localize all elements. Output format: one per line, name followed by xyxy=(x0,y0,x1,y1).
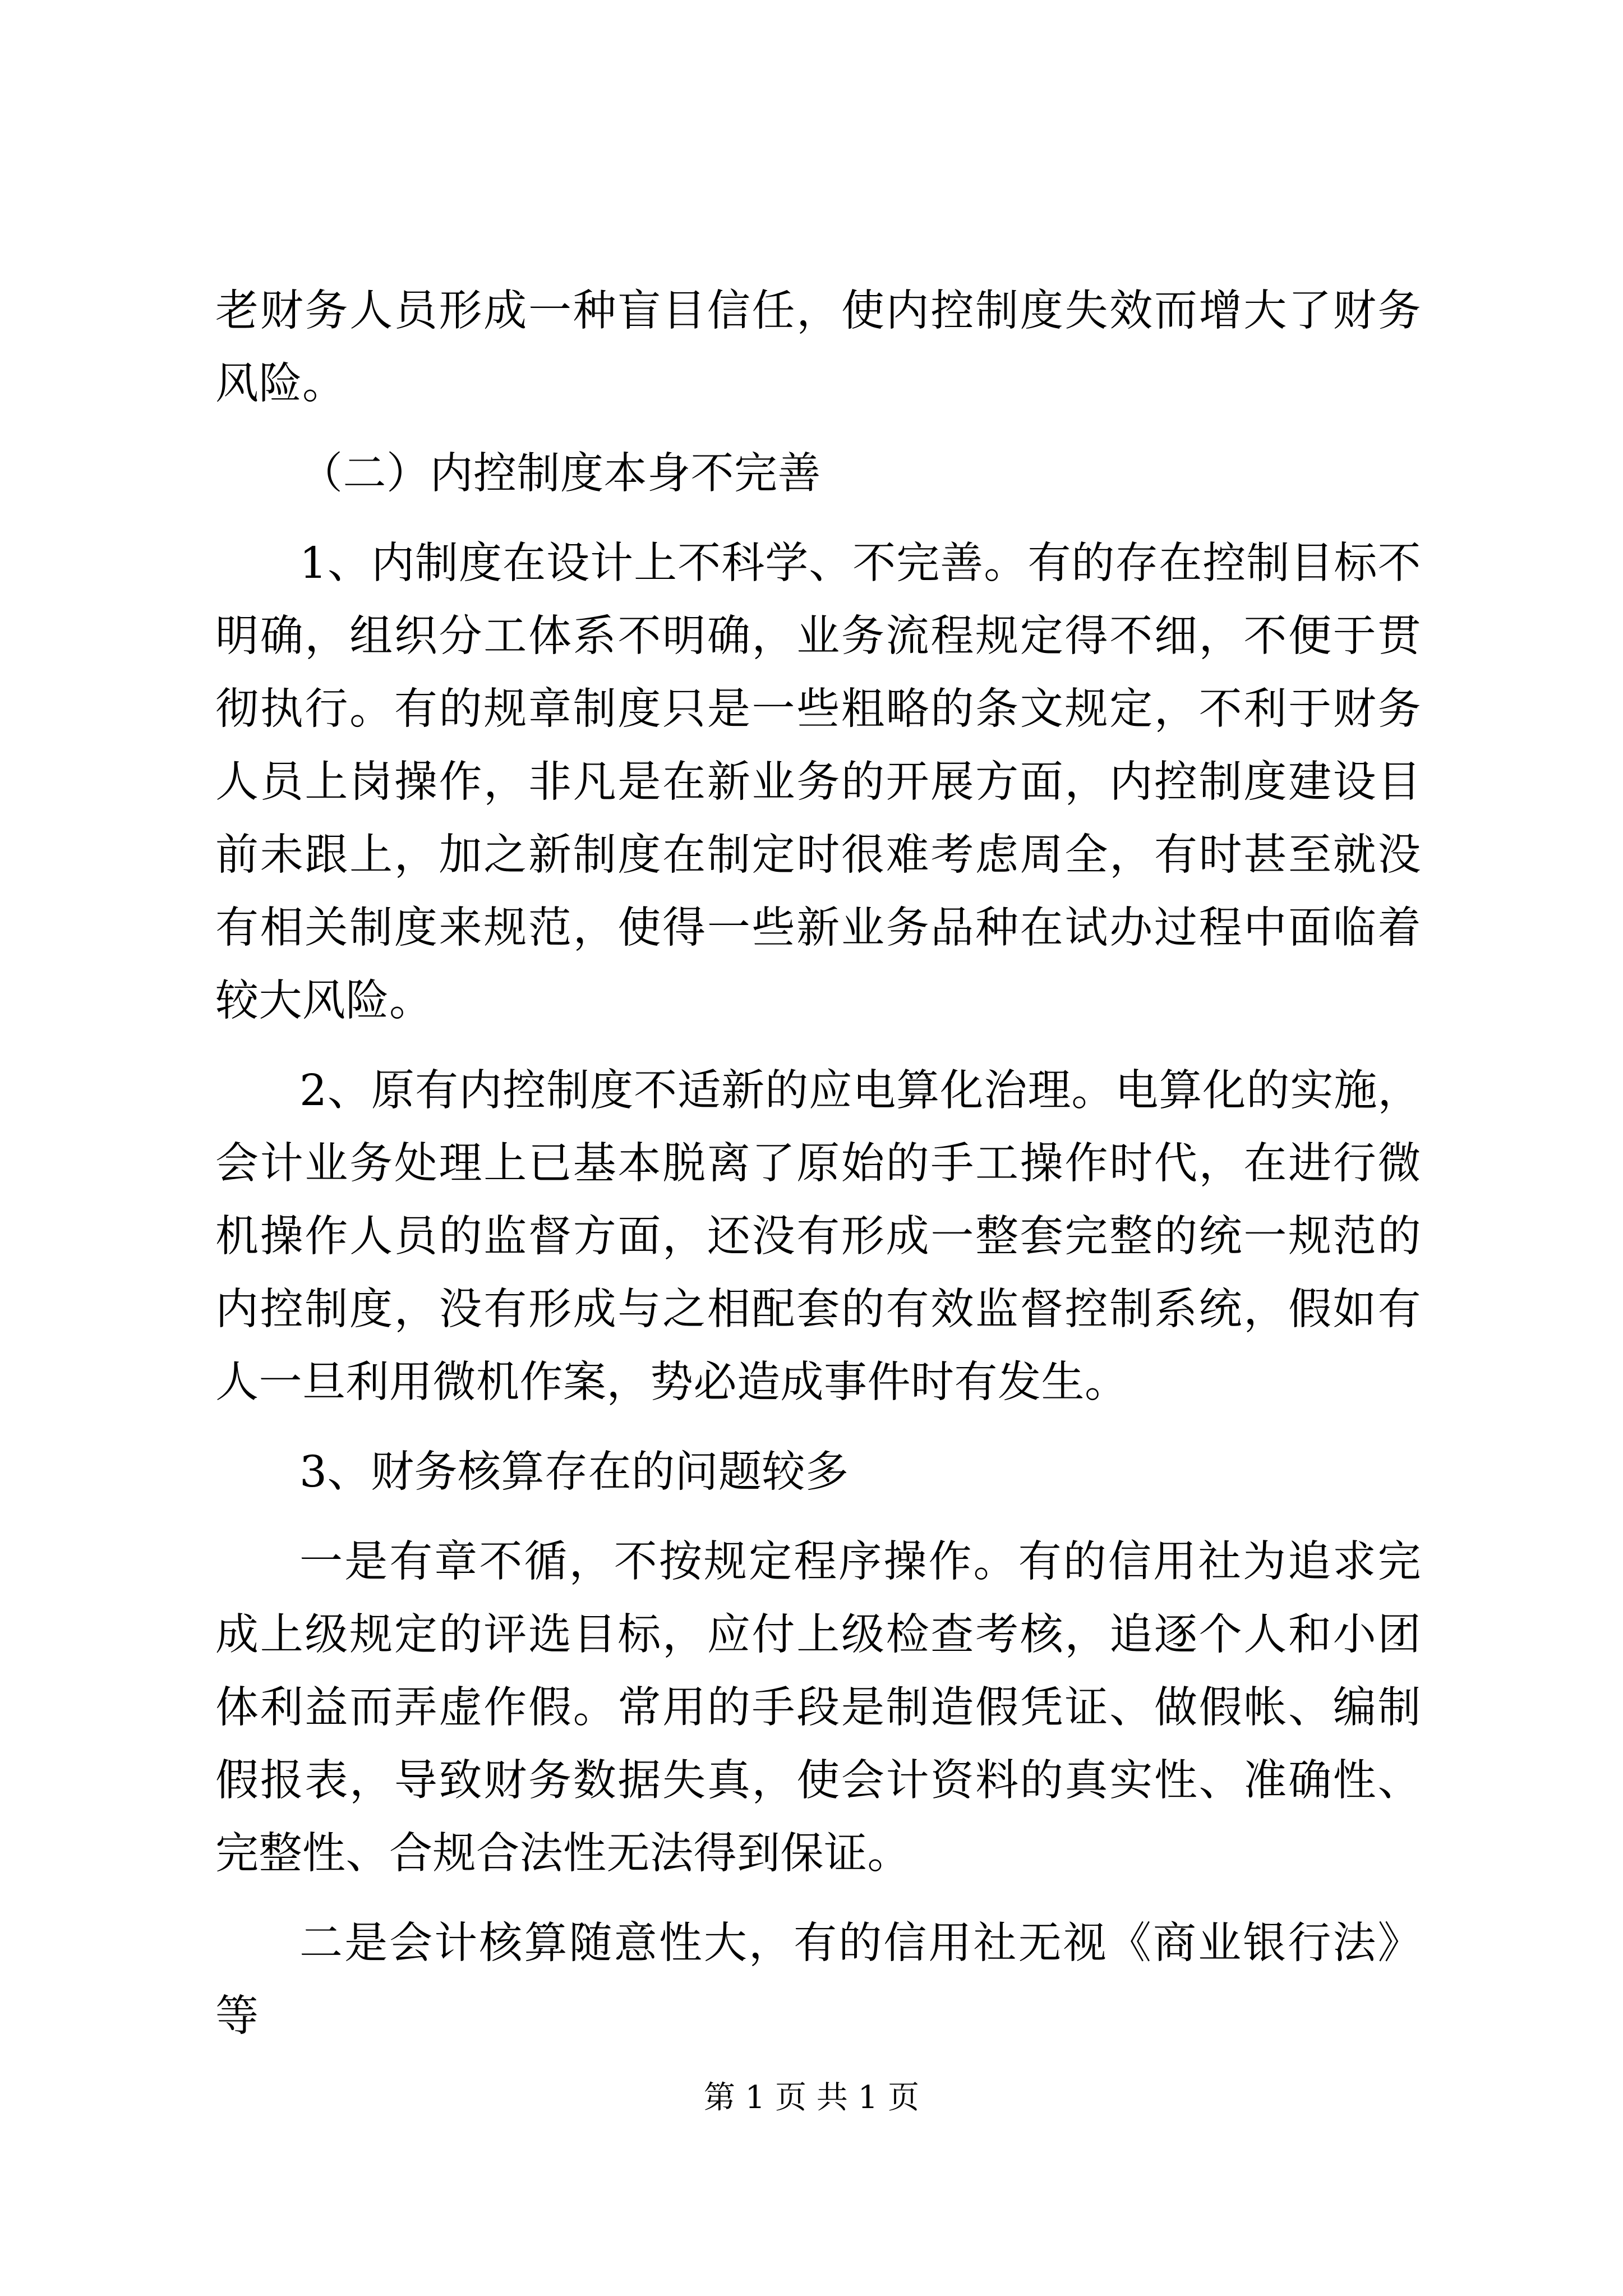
paragraph-point-1: 1、内制度在设计上不科学、不完善。有的存在控制目标不明确，组织分工体系不明确，业务流程规定得不细，不便于贯彻执行。有的规章制度只是一些粗略的条文规定，不利于财务人员上岗操作，非凡是在新业务的开展方面，内控制度建设目前未跟上，加之新制度在制定时很难考虑周全，有时甚至就没有相关制度来规范，使得一些新业务品种在试办过程中面临着较大风险。 xyxy=(215,539,1421,1026)
paragraph-point-2: 2、原有内控制度不适新的应电算化治理。电算化的实施，会计业务处理上已基本脱离了原始的手工操作时代，在进行微机操作人员的监督方面，还没有形成一整套完整的统一规范的内控制度，没有形成与之相配套的有效监督控制系统，假如有人一旦利用微机作案，势必造成事件时有发生。 xyxy=(215,1066,1421,1407)
page-footer: 第 1 页 共 1 页 xyxy=(703,2079,920,2116)
paragraph-point-3-heading: 3、财务核算存在的问题较多 xyxy=(299,1447,849,1497)
paragraph-item-one: 一是有章不循，不按规定程序操作。有的信用社为追求完成上级规定的评选目标，应付上级检查考核，追逐个人和小团体利益而弄虚作假。常用的手段是制造假凭证、做假帐、编制假报表，导致财务数据失真，使会计资料的真实性、准确性、完整性、合规合法性无法得到保证。 xyxy=(215,1537,1421,1879)
paragraph-continuation: 老财务人员形成一种盲目信任，使内控制度失效而增大了财务风险。 xyxy=(215,286,1421,409)
document-body xyxy=(215,275,1421,2070)
paragraph-item-two: 二是会计核算随意性大，有的信用社无视《商业银行法》等 xyxy=(215,1918,1421,2041)
section-heading: （二）内控制度本身不完善 xyxy=(299,449,821,499)
